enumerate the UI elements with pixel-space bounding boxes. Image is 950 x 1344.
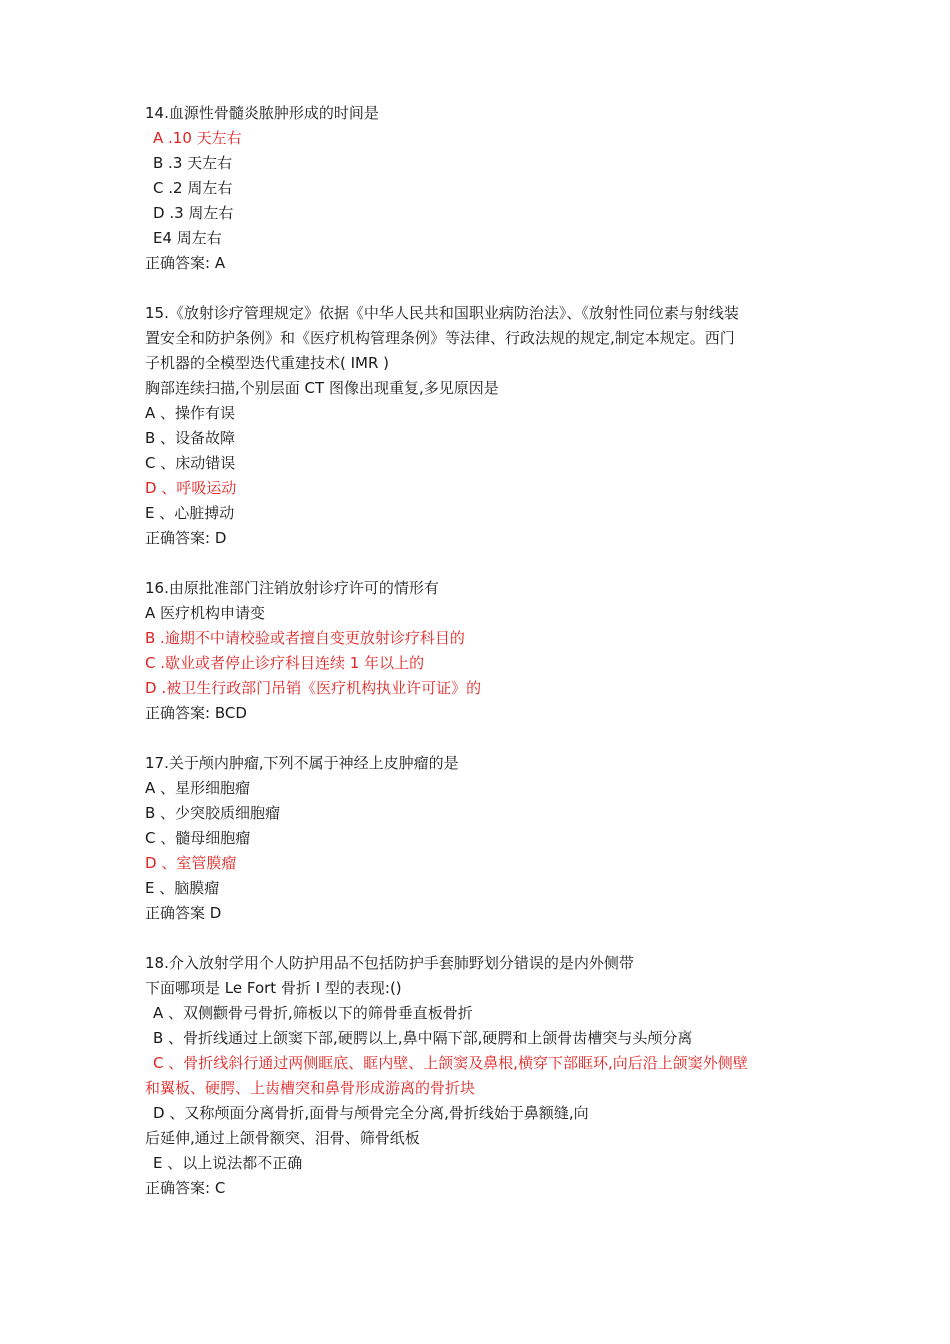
question-15-option-a: A 、操作有误 xyxy=(145,404,236,422)
question-15-title-line-1: 15.《放射诊疗管理规定》依据《中华人民共和国职业病防治法》、《放射性同位素与射线装 xyxy=(145,304,739,322)
question-17-option-c: C 、髓母细胞瘤 xyxy=(145,829,251,847)
question-16-option-a: A 医疗机构申请变 xyxy=(145,604,266,622)
question-15 xyxy=(145,301,815,551)
question-14-option-b: B .3 天左右 xyxy=(153,154,233,172)
question-17-option-b: B 、少突胶质细胞瘤 xyxy=(145,804,281,822)
question-17-answer: 正确答案 D xyxy=(145,904,222,922)
spacer xyxy=(145,726,815,751)
question-17-option-d: D 、室管膜瘤 xyxy=(145,854,237,872)
question-17 xyxy=(145,751,815,926)
question-14-answer: 正确答案: A xyxy=(145,254,226,272)
question-15-option-d: D 、呼吸运动 xyxy=(145,479,237,497)
question-14-option-d: D .3 周左右 xyxy=(153,204,234,222)
question-18-option-c-line-2: 和翼板、硬腭、上齿槽突和鼻骨形成游离的骨折块 xyxy=(145,1079,476,1097)
question-18-option-c-line-1: C 、骨折线斜行通过两侧眶底、眶内壁、上颌窦及鼻根,横穿下部眶环,向后沿上颌窦外侧壁 xyxy=(153,1054,748,1072)
question-15-option-c: C 、床动错误 xyxy=(145,454,236,472)
question-18-option-a: A 、双侧颧骨弓骨折,筛板以下的筛骨垂直板骨折 xyxy=(153,1004,473,1022)
question-15-title-line-3: 子机器的全模型迭代重建技术( IMR ) xyxy=(145,354,390,372)
question-16-option-c: C .歇业或者停止诊疗科目连续 1 年以上的 xyxy=(145,654,425,672)
question-18-option-e: E 、以上说法都不正确 xyxy=(153,1154,303,1172)
question-14-option-e: E4 周左右 xyxy=(153,229,222,247)
question-14 xyxy=(145,101,815,276)
spacer xyxy=(145,276,815,301)
question-15-title-line-4: 胸部连续扫描,个别层面 CT 图像出现重复,多见原因是 xyxy=(145,379,499,397)
question-14-title: 14.血源性骨髓炎脓肿形成的时间是 xyxy=(145,104,379,122)
question-18-title-line-2: 下面哪项是 Le Fort 骨折 I 型的表现:() xyxy=(145,979,402,997)
spacer xyxy=(145,551,815,576)
question-17-option-a: A 、星形细胞瘤 xyxy=(145,779,251,797)
question-16-title: 16.由原批准部门注销放射诊疗许可的情形有 xyxy=(145,579,439,597)
question-14-option-a: A .10 天左右 xyxy=(153,129,242,147)
question-17-option-e: E 、脑膜瘤 xyxy=(145,879,220,897)
question-18-option-b: B 、骨折线通过上颌窦下部,硬腭以上,鼻中隔下部,硬腭和上颌骨齿槽突与头颅分离 xyxy=(153,1029,693,1047)
question-18-title-line-1: 18.介入放射学用个人防护用品不包括防护手套肺野划分错误的是内外侧带 xyxy=(145,954,634,972)
question-15-answer: 正确答案: D xyxy=(145,529,227,547)
question-17-title: 17.关于颅内肿瘤,下列不属于神经上皮肿瘤的是 xyxy=(145,754,459,772)
question-18 xyxy=(145,951,815,1201)
question-18-answer: 正确答案: C xyxy=(145,1179,226,1197)
spacer xyxy=(145,926,815,951)
question-15-title-line-2: 置安全和防护条例》和《医疗机构管理条例》等法律、行政法规的规定,制定本规定。西门 xyxy=(145,329,735,347)
question-16 xyxy=(145,576,815,726)
question-list xyxy=(145,101,815,1201)
question-16-answer: 正确答案: BCD xyxy=(145,704,247,722)
question-16-option-b: B .逾期不中请校验或者擅自变更放射诊疗科目的 xyxy=(145,629,465,647)
question-14-option-c: C .2 周左右 xyxy=(153,179,233,197)
question-15-option-e: E 、心脏搏动 xyxy=(145,504,235,522)
question-18-option-d-line-2: 后延伸,通过上颌骨额突、泪骨、筛骨纸板 xyxy=(145,1129,420,1147)
question-18-option-d-line-1: D 、又称颅面分离骨折,面骨与颅骨完全分离,骨折线始于鼻额缝,向 xyxy=(153,1104,589,1122)
question-15-option-b: B 、设备故障 xyxy=(145,429,236,447)
question-16-option-d: D .被卫生行政部门吊销《医疗机构执业许可证》的 xyxy=(145,679,482,697)
